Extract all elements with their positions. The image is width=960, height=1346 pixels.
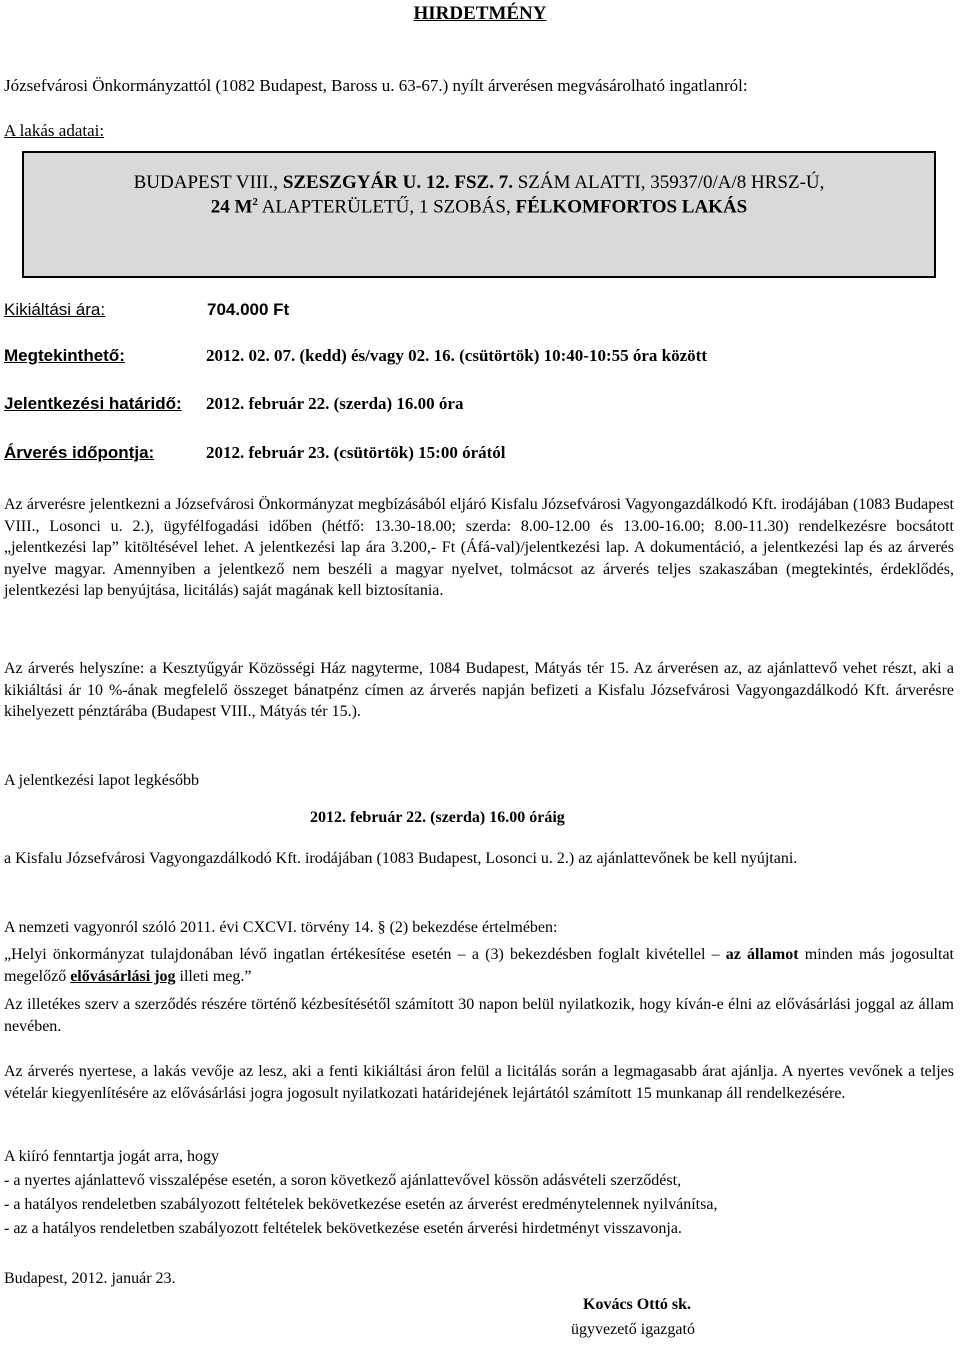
submit-deadline: 2012. február 22. (szerda) 16.00 óráig [310,809,565,826]
submit-place-paragraph: a Kisfalu Józsefvárosi Vagyongazdálkodó Kft. irodájában (1083 Budapest, Losonci u. 2.) az ajánlattevőnek be kell nyújtani. [4,850,798,867]
place-date: Budapest, 2012. január 23. [4,1270,176,1287]
authority-paragraph: Az illetékes szerv a szerződés részére történő kézbesítésétől számított 30 napon belül nyilatkozik, hogy kíván-e élni az elővásárlási joggal az állam nevében. [4,996,954,1035]
property-line-2 [24,196,934,218]
auction-label: Árverés időpontja: [4,443,155,462]
property-lot: SZÁM ALATTI, 35937/0/A/8 HRSZ-Ú, [512,172,825,193]
signer-title: ügyvezető igazgató [571,1321,695,1338]
law-quote-preemption: elővásárlási jog [70,967,176,985]
reservation-intro: A kiíró fenntartja jogát arra, hogy [4,1148,220,1165]
viewing-value: 2012. 02. 07. (kedd) és/vagy 02. 16. (csütörtök) 10:40-10:55 óra között [206,346,707,365]
deadline-value: 2012. február 22. (szerda) 16.00 óra [206,394,464,413]
price-label: Kikiáltási ára: [4,300,106,319]
property-street: SZESZGYÁR U. 12. FSZ. 7. [282,172,513,193]
list-item: - a hatályos rendeletben szabályozott feltételek bekövetkezése esetén az árverést eredménytelennek nyilvánítsa, [4,1196,718,1213]
law-quote-part-2: minden más jogosultat megelőző [4,946,954,985]
auction-value: 2012. február 23. (csütörtök) 15:00 órától [206,443,506,462]
law-quote-part-1: „Helyi önkormányzat tulajdonában lévő ingatlan értékesítése esetén – a (3) bekezdésben foglalt kivétellel – [4,946,726,963]
signer-name: Kovács Ottó sk. [583,1296,691,1313]
law-reference: A nemzeti vagyonról szóló 2011. évi CXCVI. törvény 14. § (2) bekezdése értelmében: [4,919,558,936]
property-comfort: FÉLKOMFORTOS LAKÁS [515,196,748,218]
law-quote-part-3: illeti meg.” [175,967,252,985]
law-quote [4,944,954,987]
area-superscript: 2 [252,196,258,208]
property-rooms: ALAPTERÜLETŰ, 1 SZOBÁS, [257,196,516,218]
registration-paragraph: Az árverésre jelentkezni a Józsefvárosi Önkormányzat megbízásából eljáró Kisfalu Józsefvárosi Vagyongazdálkodó Kft. irodájában (1083 Budapest VIII., Losonci u. 2.), ügyfélfogadási időben (hétfő: 13.30-18.00; szerda: 8.00-12.00 és 13.00-16.00; 8.00-11.30) rendelkezésre bocsátott „jelentkezési lap” kitöltésével lehet. A jelentkezési lap ára 3.200,- Ft (Áfá-val)/jelentkezési lap. A dokumentáció, a jelentkezési lap és az árverés nyelve magyar. Amennyiben a jelentkező nem beszéli a magyar nyelvet, tolmácsot az árverés teljes szakaszában (megtekintés, érdeklődés, jelentkezési lap benyújtása, licitálás) saját magának kell biztosítania. [4,496,954,599]
list-item: - az a hatályos rendeletben szabályozott feltételek bekövetkezése esetén árverési hirdetményt visszavonja. [4,1220,682,1237]
section-label: A lakás adatai: [4,121,105,140]
viewing-label: Megtekinthető: [4,346,125,365]
list-item: - a nyertes ajánlattevő visszalépése esetén, a soron következő ajánlattevővel kössön adásvételi szerződést, [4,1172,682,1189]
property-city: BUDAPEST VIII., [133,172,283,193]
price-value: 704.000 Ft [207,300,290,319]
property-line-1 [24,172,934,194]
law-quote-state: az államot [725,946,799,963]
winner-paragraph: Az árverés nyertese, a lakás vevője az lesz, aki a fenti kikiáltási áron felül a licitálás során a legmagasabb árat ajánlja. A nyertes vevőnek a teljes vételár kiegyenlítésére az elővásárlási jogra jogosult nyilatkozati határidejének lejártától számított 15 munkanap áll rendelkezésére. [4,1063,954,1102]
deadline-label: Jelentkezési határidő: [4,394,182,413]
property-box [22,151,936,278]
submit-by-text: A jelentkezési lapot legkésőbb [4,772,200,789]
venue-paragraph: Az árverés helyszíne: a Kesztyűgyár Közösségi Ház nagyterme, 1084 Budapest, Mátyás tér 15. Az árverésen az, az ajánlattevő vehet részt, aki a kikiáltási ár 10 %-ának megfelelő összeget bánatpénz címen az árverés napján befizeti a Kisfalu Józsefvárosi Vagyongazdálkodó Kft. árverésre kihelyezett pénztárába (Budapest VIII., Mátyás tér 15.). [4,660,954,720]
intro-text: Józsefvárosi Önkormányzattól (1082 Budapest, Baross u. 63-67.) nyílt árverésen megvásárolható ingatlanról: [4,76,748,95]
property-area: 24 M [210,196,253,218]
page-title: HIRDETMÉNY [413,3,547,24]
